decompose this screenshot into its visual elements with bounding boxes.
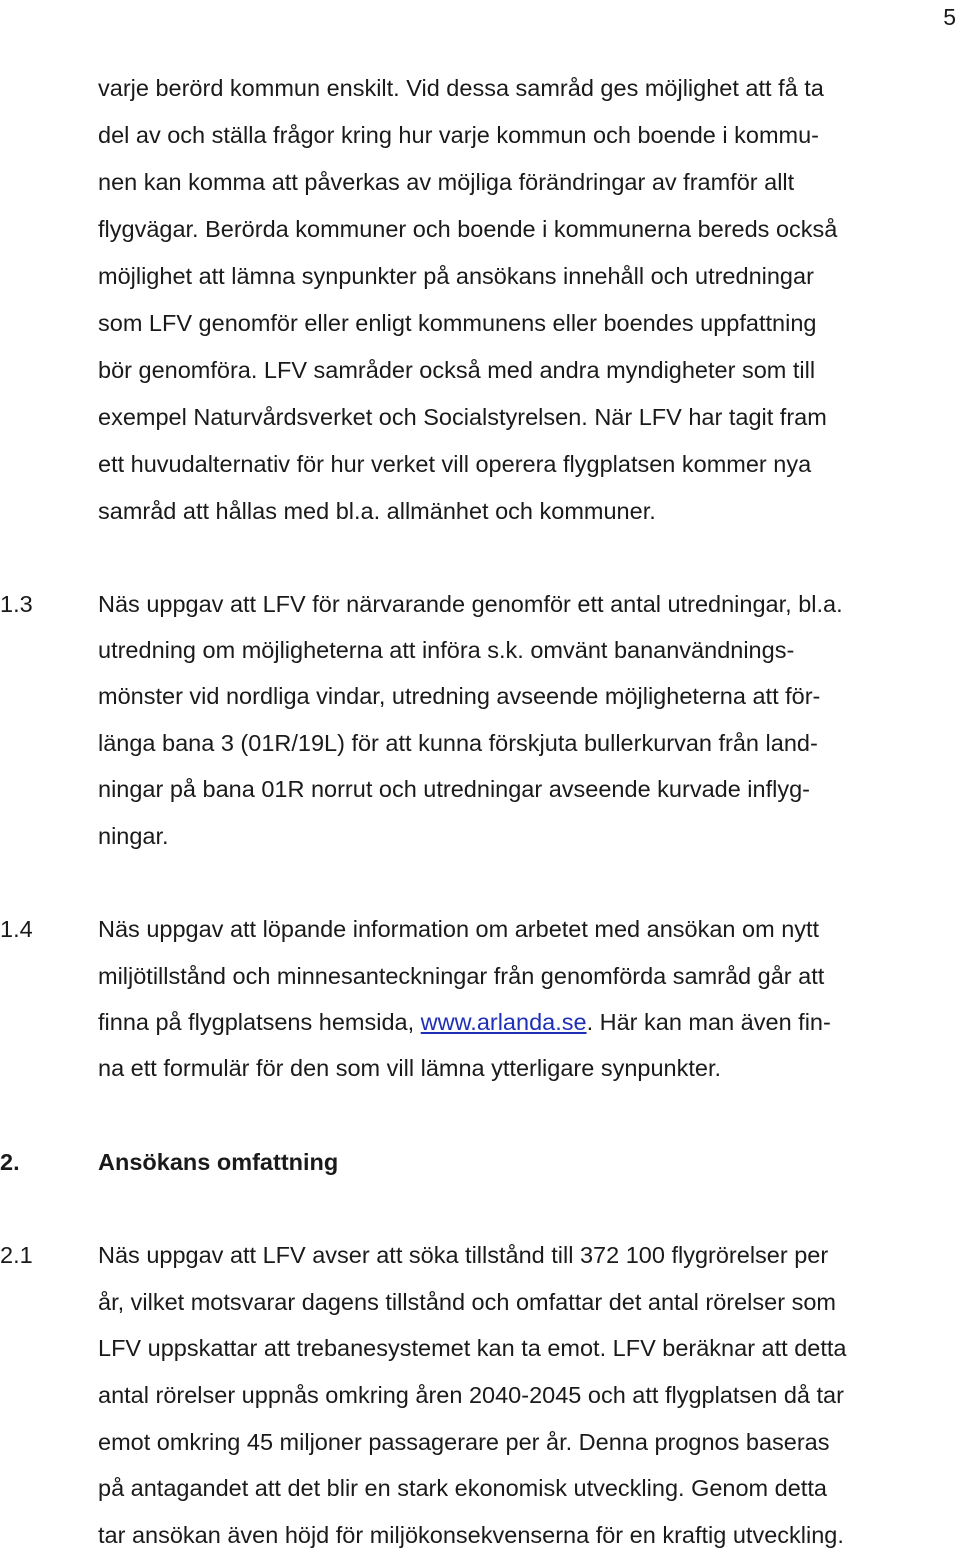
text-line: utredning om möjligheterna att införa s.k. omvänt bananvändnings-: [98, 637, 795, 663]
text-line: ett huvudalternativ för hur verket vill operera flygplatsen kommer nya: [98, 451, 812, 477]
text-line: miljötillstånd och minnesanteckningar från genomförda samråd går att: [98, 963, 825, 989]
section-number: 1.3: [0, 591, 33, 617]
text-line: som LFV genomför eller enligt kommunens eller boendes uppfattning: [98, 310, 817, 336]
text-line: bör genomföra. LFV samråder också med andra myndigheter som till: [98, 357, 816, 383]
heading-number: 2.: [0, 1149, 20, 1175]
text-line: del av och ställa frågor kring hur varje kommun och boende i kommu-: [98, 122, 820, 148]
text-line: ningar på bana 01R norrut och utredningar avseende kurvade inflyg-: [98, 776, 810, 802]
text-line: exempel Naturvårdsverket och Socialstyrelsen. När LFV har tagit fram: [98, 404, 827, 430]
text-line: Näs uppgav att LFV för närvarande genomför ett antal utredningar, bl.a.: [98, 591, 843, 617]
text-line: på antagandet att det blir en stark ekonomisk utveckling. Genom detta: [98, 1475, 827, 1501]
text-line: mönster vid nordliga vindar, utredning avseende möjligheterna att för-: [98, 683, 821, 709]
text-line: Näs uppgav att LFV avser att söka tillstånd till 372 100 flygrörelser per: [98, 1242, 829, 1268]
text-line: emot omkring 45 miljoner passagerare per år. Denna prognos baseras: [98, 1429, 830, 1455]
text-line: nen kan komma att påverkas av möjliga förändringar av framför allt: [98, 169, 795, 195]
section-number: 2.1: [0, 1242, 33, 1268]
page-number: 5: [943, 4, 956, 30]
text-segment: . Här kan man även fin-: [586, 1009, 831, 1035]
website-link[interactable]: www.arlanda.se: [420, 1009, 587, 1035]
text-line: flygvägar. Berörda kommuner och boende i kommunerna bereds också: [98, 216, 838, 242]
text-line: tar ansökan även höjd för miljökonsekvenserna för en kraftig utveckling.: [98, 1522, 844, 1548]
text-line: samråd att hållas med bl.a. allmänhet och kommuner.: [98, 498, 656, 524]
text-line: möjlighet att lämna synpunkter på ansökans innehåll och utredningar: [98, 263, 814, 289]
heading-title: Ansökans omfattning: [98, 1149, 339, 1175]
text-line: Näs uppgav att löpande information om arbetet med ansökan om nytt: [98, 916, 820, 942]
text-segment: finna på flygplatsens hemsida,: [98, 1009, 421, 1035]
text-line: länga bana 3 (01R/19L) för att kunna förskjuta bullerkurvan från land-: [98, 730, 818, 756]
text-line: LFV uppskattar att trebanesystemet kan ta emot. LFV beräknar att detta: [98, 1335, 847, 1361]
text-line: antal rörelser uppnås omkring åren 2040-2045 och att flygplatsen då tar: [98, 1382, 844, 1408]
text-line-with-link: [98, 1007, 831, 1037]
text-line: år, vilket motsvarar dagens tillstånd och omfattar det antal rörelser som: [98, 1289, 836, 1315]
section-number: 1.4: [0, 916, 33, 942]
text-line: varje berörd kommun enskilt. Vid dessa samråd ges möjlighet att få ta: [98, 75, 824, 101]
text-line: ningar.: [98, 823, 169, 849]
text-line: na ett formulär för den som vill lämna ytterligare synpunkter.: [98, 1055, 722, 1081]
